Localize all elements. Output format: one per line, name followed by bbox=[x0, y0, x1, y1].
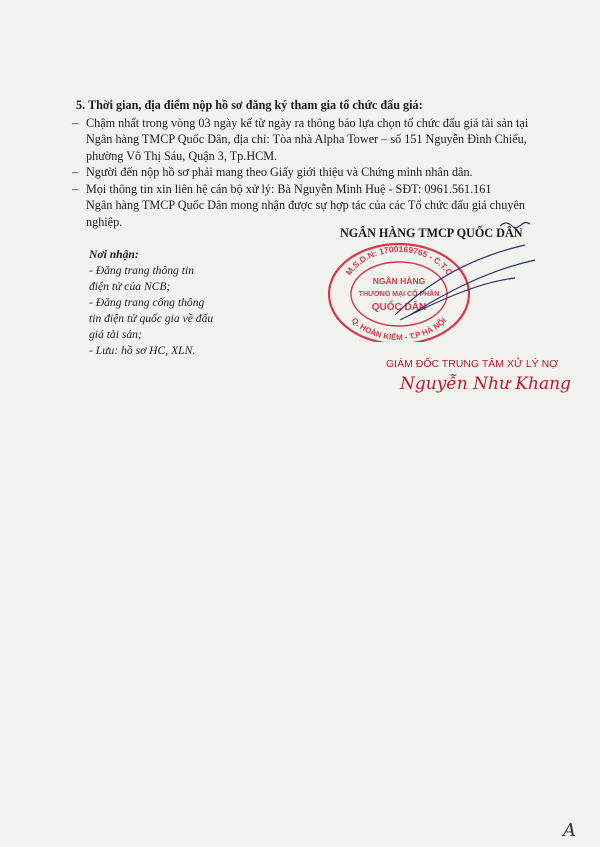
seal-text-top: M.S.D.N: 1700169765 - C.T.C bbox=[343, 243, 455, 278]
bullet-text: Mọi thông tin xin liên hệ cán bộ xử lý: Bà Nguyễn Minh Huệ - SĐT: 0961.561.161 bbox=[86, 181, 492, 196]
page-initial: A bbox=[563, 820, 576, 841]
list-item bbox=[72, 115, 542, 165]
bullet-text: Chậm nhất trong vòng 03 ngày kể từ ngày ra thông báo lựa chọn tổ chức đấu giá tài sản tại Ngân hàng TMCP Quốc Dân, địa chỉ: Tòa nhà Alpha Tower – số 151 Nguyễn Đình Chiểu, phường Võ Thị Sáu, Quận 3, Tp.HCM. bbox=[86, 115, 529, 163]
recipients-title: Nơi nhận: bbox=[89, 248, 139, 261]
bank-name: NGÂN HÀNG TMCP QUỐC DÂN bbox=[340, 226, 523, 240]
list-item bbox=[72, 164, 542, 181]
seal-text-center-3: QUỐC DÂN bbox=[371, 302, 427, 313]
dash-marker: – bbox=[72, 115, 79, 130]
recipient-item: - Đăng trang thông tin điện tử của NCB; bbox=[89, 264, 194, 293]
dash-marker: – bbox=[72, 181, 79, 196]
handwritten-signature bbox=[340, 220, 550, 340]
recipient-item: - Lưu: hồ sơ HC, XLN. bbox=[89, 344, 196, 357]
section-title: 5. Thời gian, địa điểm nộp hồ sơ đăng ký tham gia tổ chức đấu giá: bbox=[76, 98, 423, 112]
list-item bbox=[72, 181, 542, 198]
signer-name: Nguyễn Như Khang bbox=[400, 374, 571, 394]
seal-text-bottom: Q. HOÀN KIẾM - T.P HÀ NỘI bbox=[349, 315, 449, 342]
seal-text-center-1: NGÂN HÀNG bbox=[372, 276, 426, 286]
signer-title: GIÁM ĐỐC TRUNG TÂM XỬ LÝ NỢ bbox=[386, 358, 559, 370]
seal-text-center-2: THƯƠNG MẠI CỔ PHẦN bbox=[358, 291, 440, 298]
closing-paragraph: Ngân hàng TMCP Quốc Dân mong nhận được sự hợp tác của các Tổ chức đấu giá chuyên nghiệp. bbox=[86, 198, 525, 229]
recipient-item: - Đăng trang cổng thông tin điện tử quốc gia về đấu giá tài sản; bbox=[89, 296, 214, 341]
dash-marker: – bbox=[72, 165, 79, 179]
bullet-text: Người đến nộp hồ sơ phải mang theo Giấy giới thiệu và Chứng minh nhân dân. bbox=[86, 165, 473, 179]
recipients-block bbox=[89, 247, 214, 359]
section-5 bbox=[72, 97, 542, 230]
